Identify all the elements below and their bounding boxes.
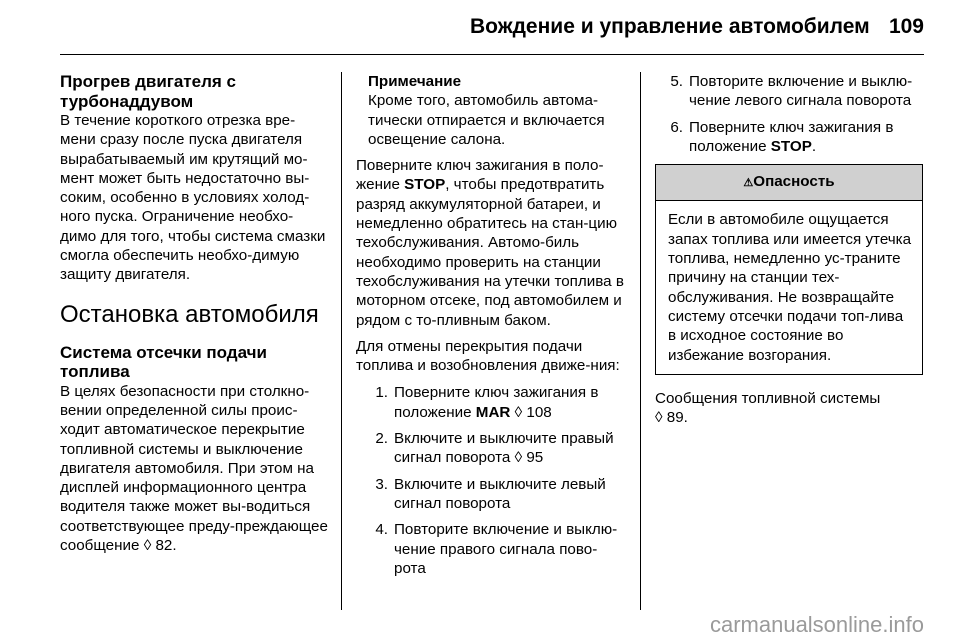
fuel-cutoff-heading: Система отсечки подачи топлива xyxy=(60,342,267,382)
page-link[interactable]: 82. xyxy=(155,537,177,555)
resume-steps xyxy=(356,383,626,578)
xref-icon: ◊ xyxy=(514,403,523,421)
xref-icon: ◊ xyxy=(514,449,523,467)
danger-title: Опасность xyxy=(753,173,835,191)
header-title: Вождение и управление автомобилем xyxy=(470,15,870,38)
page-link[interactable]: 95 xyxy=(526,449,544,467)
column-left xyxy=(60,72,328,555)
section-title: Остановка автомобиля xyxy=(60,300,319,328)
page-link[interactable]: 89. xyxy=(666,409,688,427)
fuel-messages-text: Сообщения топливной системы ◊ 89. xyxy=(655,389,881,427)
note-block xyxy=(356,72,626,149)
column-divider-1 xyxy=(341,72,342,610)
page-number: 109 xyxy=(888,15,924,38)
turbo-warmup-text: В течение короткого отрезка вре-мени сразу после пуска двигателя вырабатываемый им крутящий мо-мент может быть недостаточно вы-соким, особенно в условиях холод-ного пуска. Ограничение необхо-димо для того, чтобы система смазки смогла обеспечить необхо-димую защиту двигателя. xyxy=(60,112,326,284)
list-item: 4. Повторите включение и выклю-чение правого сигнала пово-рота xyxy=(375,521,618,577)
list-item: 5. Повторите включение и выклю-чение левого сигнала поворота xyxy=(670,73,913,110)
watermark: carmanualsonline.info xyxy=(709,612,924,637)
resume-intro: Для отмены перекрытия подачи топлива и возобновления движе-ния: xyxy=(356,337,620,375)
note-title: Примечание xyxy=(368,73,462,90)
list-item: 2. Включите и выключите правый сигнал поворота ◊ 95 xyxy=(375,430,614,467)
page-link[interactable]: 108 xyxy=(526,403,552,421)
column-divider-2 xyxy=(640,72,641,610)
danger-text: Если в автомобиле ощущается запах топлива или имеется утечка топлива, немедленно ус-траните причину на станции тех-обслуживания. Не возвращайте систему отсечки подачи топ-лива в исходное состояние во избежание возгорания. xyxy=(668,211,912,364)
list-item: 1. Поверните ключ зажигания в положение MAR ◊ 108 xyxy=(375,384,599,421)
danger-header xyxy=(656,165,922,201)
note-text: Кроме того, автомобиль автома-тически отпирается и включается освещение салона. xyxy=(368,92,605,148)
header-divider xyxy=(60,54,924,55)
turbo-warmup-heading: Прогрев двигателя с турбонаддувом xyxy=(60,72,236,111)
list-item: 6. Поверните ключ зажигания в положение STOP. xyxy=(670,118,894,155)
danger-box xyxy=(655,164,923,375)
xref-icon: ◊ xyxy=(143,537,152,555)
fuel-cutoff-text: В целях безопасности при столкно-вении определенной силы проис-ходит автоматическое перекрытие топливной системы и выключение двигателя автомобиля. При этом на дисплей информационного центра водителя также может вы-водиться соответствующее преду-преждающее сообщение ◊ 82. xyxy=(60,382,328,555)
warning-icon: ⚠ xyxy=(743,177,754,190)
column-right xyxy=(655,72,923,427)
resume-steps-cont xyxy=(655,72,923,156)
stop-instruction: Поверните ключ зажигания в поло-жение STOP, чтобы предотвратить разряд аккумуляторной батареи, и немедленно обратитесь на стан-цию техобслуживания. Автомо-биль необходимо проверить на станции техобслуживания на утечки топлива в моторном отсеке, под автомобилем и рядом с то-пливным баком. xyxy=(356,157,624,329)
list-item: 3. Включите и выключите левый сигнал поворота xyxy=(375,475,606,512)
column-middle xyxy=(356,72,626,585)
xref-icon: ◊ xyxy=(655,409,663,427)
